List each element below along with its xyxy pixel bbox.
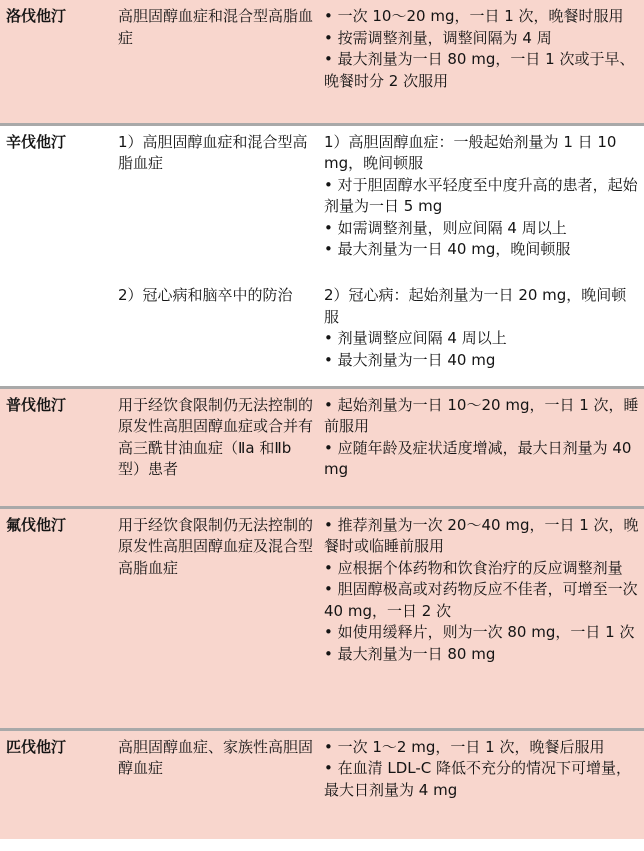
drug-name: 氟伐他汀 xyxy=(0,507,114,729)
indication: 用于经饮食限制仍无法控制的原发性高胆固醇血症及混合型高脂血症 xyxy=(114,507,320,729)
dosage-line: • 对于胆固醇水平轻度至中度升高的患者，起始剂量为一日 5 mg xyxy=(324,175,638,215)
indication: 用于经饮食限制仍无法控制的原发性高胆固醇血症或合并有高三酰甘油血症（Ⅱa 和Ⅱb 型）患者 xyxy=(114,387,320,507)
dosage-line: 2）冠心病：起始剂量为一日 20 mg，晚间顿服 xyxy=(324,286,627,326)
dosage-line: • 一次 1～2 mg，一日 1 次，晚餐后服用 xyxy=(324,737,605,756)
table-row xyxy=(0,507,644,729)
dosage-line: • 一次 10～20 mg，一日 1 次，晚餐时服用 xyxy=(324,7,624,25)
dosage-line: • 在血清 LDL-C 降低不充分的情况下可增量，最大日剂量为 4 mg xyxy=(324,759,632,799)
indication: 高胆固醇血症、家族性高胆固醇血症 xyxy=(114,729,320,839)
drug-name xyxy=(0,279,114,387)
dosage-line: • 应随年龄及症状适度增减，最大日剂量为 40 mg xyxy=(324,438,632,478)
dosage xyxy=(320,279,644,387)
drug-name: 洛伐他汀 xyxy=(0,0,114,124)
dosage-line: • 最大剂量为一日 80 mg，一日 1 次或于早、晚餐时分 2 次服用 xyxy=(324,50,635,90)
indication: 高胆固醇血症和混合型高脂血症 xyxy=(114,0,320,124)
indication: 2）冠心病和脑卒中的防治 xyxy=(114,279,320,387)
dosage-line: • 起始剂量为一日 10～20 mg，一日 1 次，睡前服用 xyxy=(324,395,639,435)
drug-name: 辛伐他汀 xyxy=(0,124,114,279)
dosage xyxy=(320,729,644,839)
dosage-line: • 最大剂量为一日 80 mg xyxy=(324,644,496,663)
dosage xyxy=(320,124,644,279)
dosage-line: • 推荐剂量为一次 20～40 mg，一日 1 次，晚餐时或临睡前服用 xyxy=(324,515,639,555)
dosage-line: • 如需调整剂量，则应间隔 4 周以上 xyxy=(324,218,567,237)
dosage xyxy=(320,387,644,507)
dosage xyxy=(320,0,644,124)
dosage-line: • 最大剂量为一日 40 mg，晚间顿服 xyxy=(324,240,571,258)
drug-name: 普伐他汀 xyxy=(0,387,114,507)
table-row xyxy=(0,279,644,387)
dosage-line: • 按需调整剂量，调整间隔为 4 周 xyxy=(324,28,552,47)
dosage-line: • 剂量调整应间隔 4 周以上 xyxy=(324,329,507,347)
table-row xyxy=(0,124,644,279)
dosage-line: • 胆固醇极高或对药物反应不佳者，可增至一次 40 mg，一日 2 次 xyxy=(324,580,638,620)
drug-name: 匹伐他汀 xyxy=(0,729,114,839)
dosage-line: • 应根据个体药物和饮食治疗的反应调整剂量 xyxy=(324,558,623,577)
indication: 1）高胆固醇血症和混合型高脂血症 xyxy=(114,124,320,279)
dosage-line: • 最大剂量为一日 40 mg xyxy=(324,350,496,369)
dosage xyxy=(320,507,644,729)
dosage-line: • 如使用缓释片，则为一次 80 mg，一日 1 次 xyxy=(324,623,635,641)
table-row xyxy=(0,0,644,124)
table-row xyxy=(0,729,644,839)
table-row xyxy=(0,387,644,507)
dosage-line: 1）高胆固醇血症：一般起始剂量为 1 日 10 mg，晚间顿服 xyxy=(324,132,617,172)
